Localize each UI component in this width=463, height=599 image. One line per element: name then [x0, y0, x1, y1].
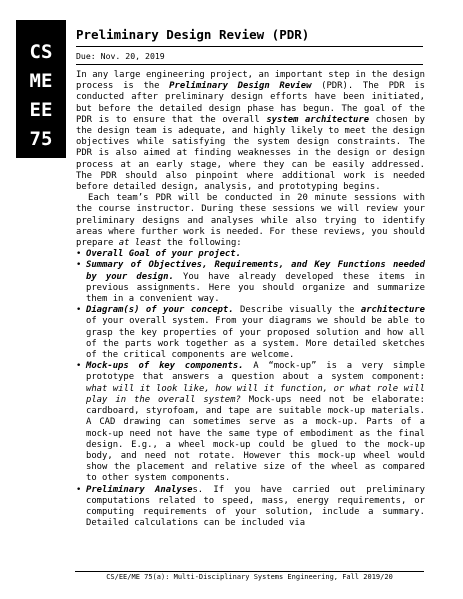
- list-item: • Diagram(s) of your concept. Describe visually the architecture of your overall system. From your diagrams we should be able to grasp the key properties of your proposed solution and how all of the parts work together as a system. More detailed sketches of the critical components are welcome.: [76, 305, 425, 361]
- due-date: Due: Nov. 20, 2019: [76, 51, 165, 61]
- bullet-icon: •: [76, 249, 82, 260]
- document-body: [76, 70, 425, 529]
- badge-line-3: EE: [29, 99, 53, 121]
- list-item: • Mock-ups of key components. A “mock-up” is a very simple prototype that answers a question about a system component: what will it look like, how will it function, or what role will play in the overall system? Mock-ups need not be elaborate: cardboard, styrofoam, and tape are suitable mock-up materials. A CAD drawing can sometimes serve as a mock-up. Parts of a mock-up need not have the same type of embodiment as the final design. E.g., a wheel mock-up could be glued to the mock-up body, and need not rotate. However this mock-up wheel would show the placement and relative size of the wheel as compared to other system components.: [76, 361, 425, 484]
- bullet-icon: •: [76, 305, 82, 316]
- page-title: Preliminary Design Review (PDR): [76, 27, 310, 42]
- page-footer: CS/EE/ME 75(a): Multi-Disciplinary Systems Engineering, Fall 2019/20: [75, 571, 424, 581]
- course-badge: [16, 20, 66, 158]
- title-rule: [76, 46, 423, 47]
- sessions-paragraph: Each team’s PDR will be conducted in 20 minute sessions with the course instructor. During these sessions we will review your preliminary designs and analyses while also trying to identify areas where further work is needed. For these reviews, you should prepare at least the following:: [76, 193, 425, 249]
- badge-line-1: CS: [29, 41, 53, 63]
- bullet-icon: •: [76, 484, 82, 495]
- list-item: • Overall Goal of your project.: [76, 249, 241, 260]
- intro-paragraph: In any large engineering project, an important step in the design process is the Preliminary Design Review (PDR). The PDR is conducted after preliminary design efforts have been initiated, but before the detailed design phase has begun. The goal of the PDR is to ensure that the overall system architecture chosen by the design team is adequate, and highly likely to meet the design objectives while satisfying the system design constraints. The PDR is also aimed at finding weaknesses in the design or design process at an early stage, where they can be easily addressed. The PDR should also pinpoint where additional work is needed before detailed design, analysis, and prototyping begins.: [76, 70, 425, 193]
- bullet-icon: •: [76, 361, 82, 372]
- deliverables-list: [76, 249, 425, 529]
- bullet-icon: •: [76, 260, 82, 271]
- list-item: • Summary of Objectives, Requirements, and Key Functions needed by your design. You have already developed these items in previous assignments. Here you should organize and summarize them in a convenient way.: [76, 260, 425, 305]
- badge-line-2: ME: [29, 70, 53, 92]
- list-item: • Preliminary Analyses. If you have carried out preliminary computations related to speed, mass, energy requirements, or computing requirements of your solution, include a summary. Detailed calculations can be included via: [76, 484, 426, 529]
- pdr-term: Preliminary Design Review: [169, 81, 312, 92]
- due-rule: [76, 64, 423, 65]
- badge-line-4: 75: [29, 128, 53, 150]
- system-architecture-term: system architecture: [266, 114, 370, 125]
